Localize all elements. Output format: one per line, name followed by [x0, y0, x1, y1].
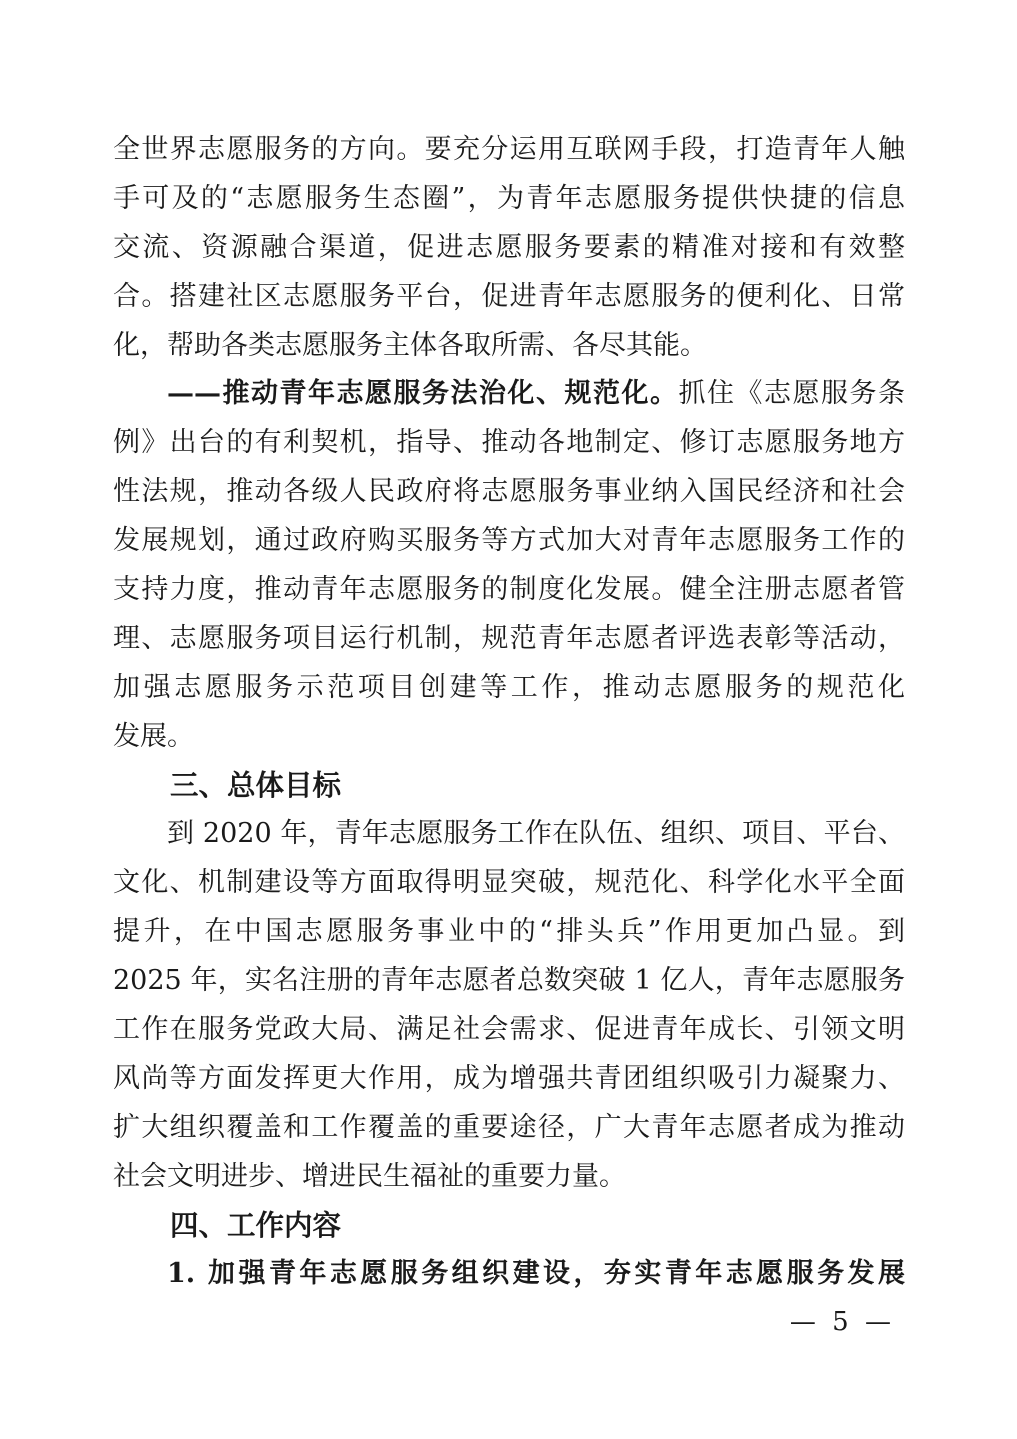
text-line [113, 468, 905, 517]
body-text: 风尚等方面发挥更大作用，成为增强共青团组织吸引力凝聚力、 [113, 1062, 905, 1094]
emphasized-text: ——推动青年志愿服务法治化、规范化。 [167, 378, 679, 410]
text-line [113, 419, 905, 468]
section-heading [113, 1202, 905, 1251]
emphasized-text: 1. 加强青年志愿服务组织建设，夯实青年志愿服务发展 [167, 1258, 905, 1290]
text-line [113, 126, 905, 175]
body-text: 社会文明进步、增进民生福祉的重要力量。 [113, 1160, 626, 1192]
text-line [113, 1153, 905, 1202]
body-text: 发展规划，通过政府购买服务等方式加大对青年志愿服务工作的 [113, 525, 905, 557]
text-line [113, 664, 905, 713]
text-line [113, 322, 905, 371]
text-line [113, 517, 905, 566]
body-text: 手可及的“志愿服务生态圈”，为青年志愿服务提供快捷的信息 [113, 182, 905, 214]
text-line [113, 957, 905, 1006]
body-text: 2025 年，实名注册的青年志愿者总数突破 1 亿人，青年志愿服务 [113, 965, 905, 997]
text-line [113, 370, 905, 419]
body-text: 加强志愿服务示范项目创建等工作，推动志愿服务的规范化 [113, 671, 905, 703]
text-line [113, 273, 905, 322]
body-text: 例》出台的有利契机，指导、推动各地制定、修订志愿服务地方 [113, 427, 905, 459]
body-text: 扩大组织覆盖和工作覆盖的重要途径，广大青年志愿者成为推动 [113, 1111, 905, 1143]
body-text: 合。搭建社区志愿服务平台，促进青年志愿服务的便利化、日常 [113, 280, 905, 312]
emphasized-text: 四、工作内容 [170, 1208, 342, 1242]
body-text: 全世界志愿服务的方向。要充分运用互联网手段，打造青年人触 [113, 134, 905, 165]
body-text: 理、志愿服务项目运行机制，规范青年志愿者评选表彰等活动， [113, 622, 905, 654]
text-line [113, 566, 905, 615]
text-line [113, 1104, 905, 1153]
body-text: 工作在服务党政大局、满足社会需求、促进青年成长、引领文明 [113, 1014, 905, 1046]
text-line [113, 615, 905, 664]
document-body [113, 126, 905, 1299]
body-text: 性法规，推动各级人民政府将志愿服务事业纳入国民经济和社会 [113, 476, 905, 508]
body-text: 到 2020 年，青年志愿服务工作在队伍、组织、项目、平台、 [167, 818, 905, 850]
body-text: 文化、机制建设等方面取得明显突破，规范化、科学化水平全面 [113, 867, 905, 899]
body-text: 提升，在中国志愿服务事业中的“排头兵”作用更加凸显。到 [113, 916, 905, 948]
body-text: 支持力度，推动青年志愿服务的制度化发展。健全注册志愿者管 [113, 574, 905, 606]
text-line [113, 1055, 905, 1104]
body-text: 发展。 [113, 720, 194, 752]
emphasized-text: 三、总体目标 [170, 768, 342, 802]
body-text: 化，帮助各类志愿服务主体各取所需、各尽其能。 [113, 329, 707, 361]
body-text: 抓住《志愿服务条 [678, 378, 905, 410]
text-line [113, 1250, 905, 1299]
body-text: 交流、资源融合渠道，促进志愿服务要素的精准对接和有效整 [113, 231, 905, 263]
page-number: — 5 — [789, 1307, 895, 1337]
text-line [113, 1006, 905, 1055]
text-line [113, 224, 905, 273]
section-heading [113, 762, 905, 811]
text-line [113, 859, 905, 908]
text-line [113, 175, 905, 224]
text-line [113, 810, 905, 859]
text-line [113, 908, 905, 957]
text-line [113, 713, 905, 762]
